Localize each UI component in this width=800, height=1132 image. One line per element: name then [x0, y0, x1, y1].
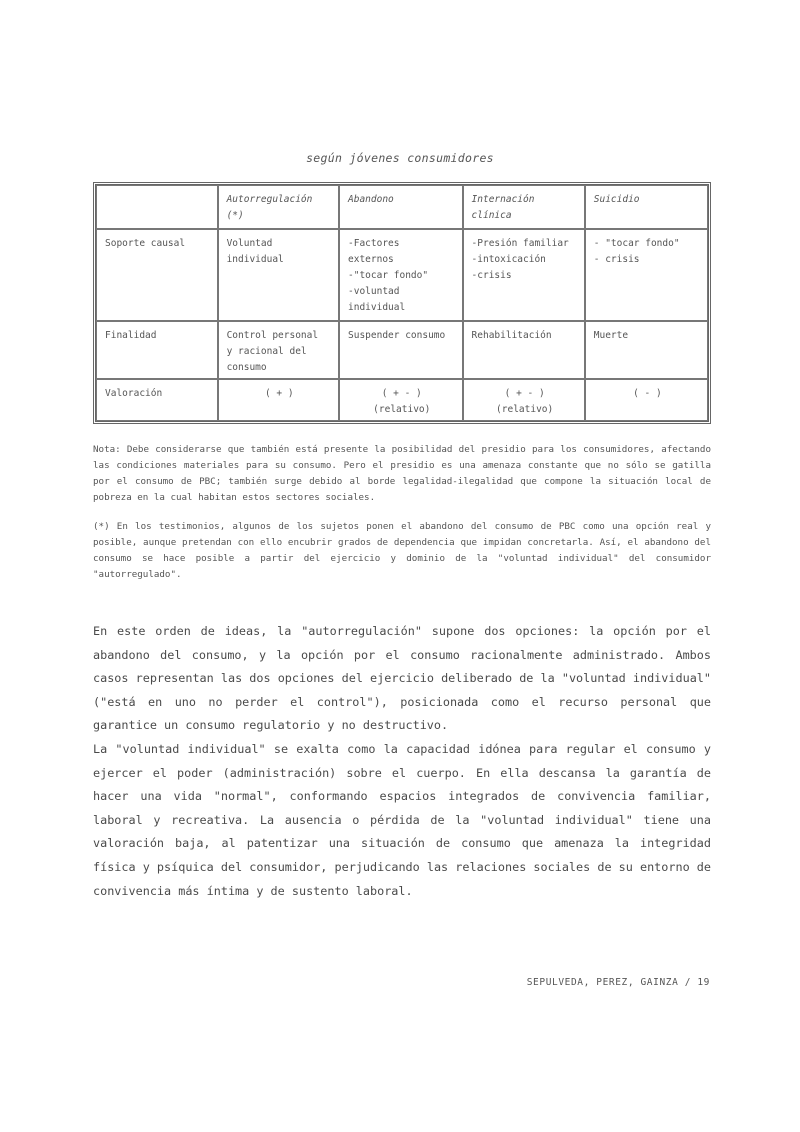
- header-cell-empty: [96, 185, 218, 229]
- body-paragraph: En este orden de ideas, la "autorregulación" supone dos opciones: la opción por el abandono del consumo, y la opción por el consumo racionalmente administrado. Ambos casos representan las dos opciones del ejercicio deliberado de la "voluntad individual" ("está en uno no perder el control"), posicionada como el recurso personal que garantice un consumo regulatorio y no destructivo.: [93, 624, 711, 733]
- body-paragraph: La "voluntad individual" se exalta como la capacidad idónea para regular el consumo y ejercer el poder (administración) sobre el cuerpo. En ella descansa la garantía de hacer una vida "normal", conformando espacios integrados de convivencia familiar, laboral y recreativa. La ausencia o pérdida de la "voluntad individual" tiene una valoración baja, al patentizar una situación de consumo que amenaza la integridad física y psíquica del consumidor, perjudicando las relaciones sociales de su entorno de convivencia más íntima y de sustento laboral.: [93, 741, 711, 898]
- comparison-table: [93, 182, 711, 424]
- footnote-nota: Nota: Debe considerarse que también está presente la posibilidad del presidio para los consumidores, afectando las condiciones materiales para su consumo. Pero el presidio es una amenaza constante que no sólo se gatilla por el consumo de PBC; también surge debido al borde legalidad-ilegalidad que compone la situación local de pobreza en la cual habitan estos sectores sociales.: [93, 444, 711, 503]
- body-text: [93, 620, 711, 903]
- table-row: [96, 321, 708, 379]
- table-cell: -Presión familiar -intoxicación -crisis: [463, 229, 585, 321]
- table-cell: Control personal y racional del consumo: [218, 321, 339, 379]
- header-cell-autorregulacion: Autorregulación (*): [218, 185, 339, 229]
- table-header-row: [96, 185, 708, 229]
- row-label: Soporte causal: [96, 229, 218, 321]
- table-cell: Suspender consumo: [339, 321, 463, 379]
- table-cell: Voluntad individual: [218, 229, 339, 321]
- row-label: Finalidad: [96, 321, 218, 379]
- table-cell: ( - ): [585, 379, 708, 421]
- table-caption: según jóvenes consumidores: [306, 151, 494, 165]
- table-cell: ( + - ) (relativo): [339, 379, 463, 421]
- header-cell-abandono: Abandono: [339, 185, 463, 229]
- page-footer: SEPULVEDA, PEREZ, GAINZA / 19: [526, 977, 710, 988]
- table-cell: Muerte: [585, 321, 708, 379]
- header-cell-internacion: Internación clínica: [463, 185, 585, 229]
- table-cell: Rehabilitación: [463, 321, 585, 379]
- table-cell: - "tocar fondo" - crisis: [585, 229, 708, 321]
- header-cell-suicidio: Suicidio: [585, 185, 708, 229]
- table-row: [96, 229, 708, 321]
- table-row: [96, 379, 708, 421]
- footnote-asterisk: (*) En los testimonios, algunos de los sujetos ponen el abandono del consumo de PBC como una opción real y posible, aunque pretendan con ello encubrir grados de dependencia que impidan concretarla. Así, el abandono del consumo se hace posible a partir del ejercicio y dominio de la "voluntad individual" del consumidor "autorregulado".: [93, 521, 711, 580]
- table-cell: ( + ): [218, 379, 339, 421]
- row-label: Valoración: [96, 379, 218, 421]
- table-cell: -Factores externos -"tocar fondo" -voluntad individual: [339, 229, 463, 321]
- table-cell: ( + - ) (relativo): [463, 379, 585, 421]
